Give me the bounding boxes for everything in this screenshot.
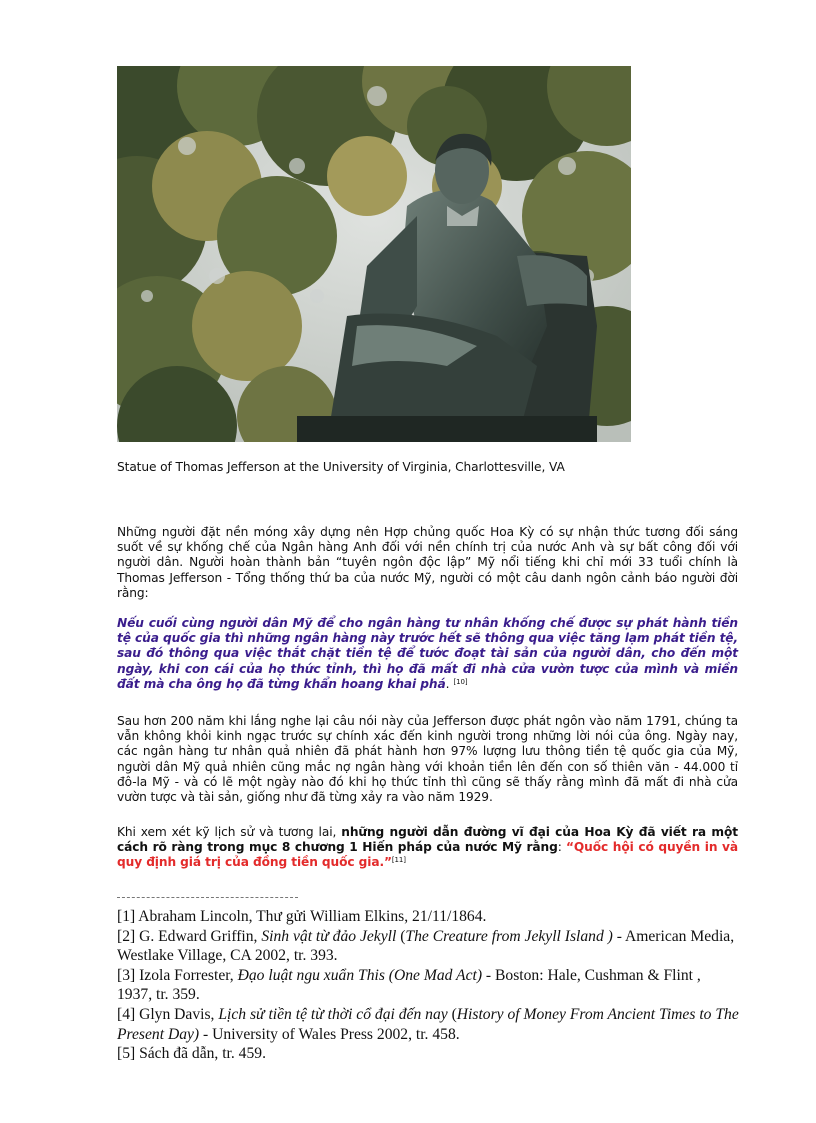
quote-end: . — [445, 676, 450, 691]
footnote-4-publisher: - University of Wales Press 2002, tr. 458. — [199, 1025, 460, 1043]
footnote-2 — [117, 927, 739, 966]
constitution-intro: Khi xem xét kỹ lịch sử và tương lai, — [117, 825, 342, 839]
footnotes-list — [117, 907, 739, 1064]
constitution-quote: “Quốc hội có quyền in và quy định giá trị của đồng tiền quốc gia.” — [117, 840, 738, 870]
photo-caption: Statue of Thomas Jefferson at the University of Virginia, Charlottesville, VA — [117, 460, 565, 474]
paragraph-intro: Những người đặt nền móng xây dựng nên Hợp chủng quốc Hoa Kỳ có sự nhận thức tương đối sáng suốt về sự khống chế của Ngân hàng Anh đối với nền chính trị của nước Anh và sự bất công đối với người dân. Người hoàn thành bản “tuyên ngôn độc lập” Mỹ nổi tiếng khi chỉ mới 33 tuổi chính là Thomas Jefferson - Tổng thống thứ ba của nước Mỹ, người có một câu danh ngôn cảnh báo người đời rằng: — [117, 525, 738, 600]
footnote-4-original-title: History of Money From Ancient Times to The Present Day) — [117, 1005, 739, 1043]
footnote-2-title: Sinh vật từ đảo Jekyll — [261, 927, 397, 945]
footnote-4 — [117, 1005, 739, 1044]
paragraph-constitution — [117, 825, 738, 871]
paragraph-analysis: Sau hơn 200 năm khi lắng nghe lại câu nói này của Jefferson được phát ngôn vào năm 1791, chúng ta vẫn không khỏi kinh ngạc trước sự chính xác đến kinh người trong những lời nói của ông. Ngày nay, các ngân hàng tư nhân quả nhiên đã phát hành hơn 97% lượng lưu thông tiền tệ quốc gia của Mỹ, người dân Mỹ quả nhiên cũng mắc nợ ngân hàng với khoản tiền lên đến con số thiên văn - 44.000 tỉ đô-la Mỹ - và có lẽ một ngày nào đó khi họ thức tỉnh thì cũng sẽ thấy rằng mình đã mất đi nhà cửa vườn tược và tài sản, giống như đã từng xảy ra vào năm 1929. — [117, 714, 738, 805]
footnote-1 — [117, 907, 739, 927]
footnote-5-text: [5] Sách đã dẫn, tr. 459. — [117, 1045, 266, 1063]
jefferson-quote — [117, 616, 738, 692]
footnote-3-title: Đạo luật ngu xuẩn This (One Mad Act) — [237, 966, 483, 984]
footnote-ref-11[interactable]: [11] — [391, 856, 406, 865]
footnote-2-paren: ( — [396, 927, 406, 945]
footnote-2-author: [2] G. Edward Griffin, — [117, 927, 262, 945]
footnote-4-title: Lịch sử tiền tệ từ thời cổ đại đến nay — [218, 1005, 448, 1023]
statue-photo — [117, 66, 631, 442]
footnote-5 — [117, 1044, 739, 1064]
footnote-4-author: [4] Glyn Davis, — [117, 1005, 219, 1023]
footnote-3-publisher: - Boston: Hale, Cushman & Flint , 1937, tr. 359. — [117, 966, 701, 1004]
constitution-colon: : — [557, 840, 566, 855]
statue-photo-icon — [117, 66, 631, 442]
footnote-ref-10[interactable]: [10] — [453, 677, 468, 686]
footnote-3 — [117, 966, 739, 1005]
footnote-1-text: [1] Abraham Lincoln, Thư gửi William Elkins, 21/11/1864. — [117, 908, 487, 925]
quote-text: Nếu cuối cùng người dân Mỹ để cho ngân hàng tư nhân khống chế được sự phát hành tiền tệ của quốc gia thì những ngân hàng này trước hết sẽ thông qua việc tăng lạm phát tiền tệ, sau đó thông qua việc thắt chặt tiền tệ để tước đoạt tài sản của người dân, cho đến một ngày, khi con cái của họ thức tỉnh, thì họ đã mất đi nhà cửa vườn tược của mình và miền đất mà cha ông họ đã từng khẩn hoang khai phá — [117, 616, 738, 691]
footnote-2-publisher: - American Media, Westlake Village, CA 2002, tr. 393. — [117, 927, 735, 965]
footnote-4-paren: ( — [447, 1005, 457, 1023]
footnote-2-original-title: The Creature from Jekyll Island ) — [405, 927, 613, 945]
footnote-divider — [117, 897, 298, 898]
constitution-bold: những người dẫn đường vĩ đại của Hoa Kỳ đã viết ra một cách rõ ràng trong mục 8 chương 1 Hiến pháp của nước Mỹ rằng — [117, 825, 738, 855]
footnote-3-author: [3] Izola Forrester, — [117, 966, 238, 984]
